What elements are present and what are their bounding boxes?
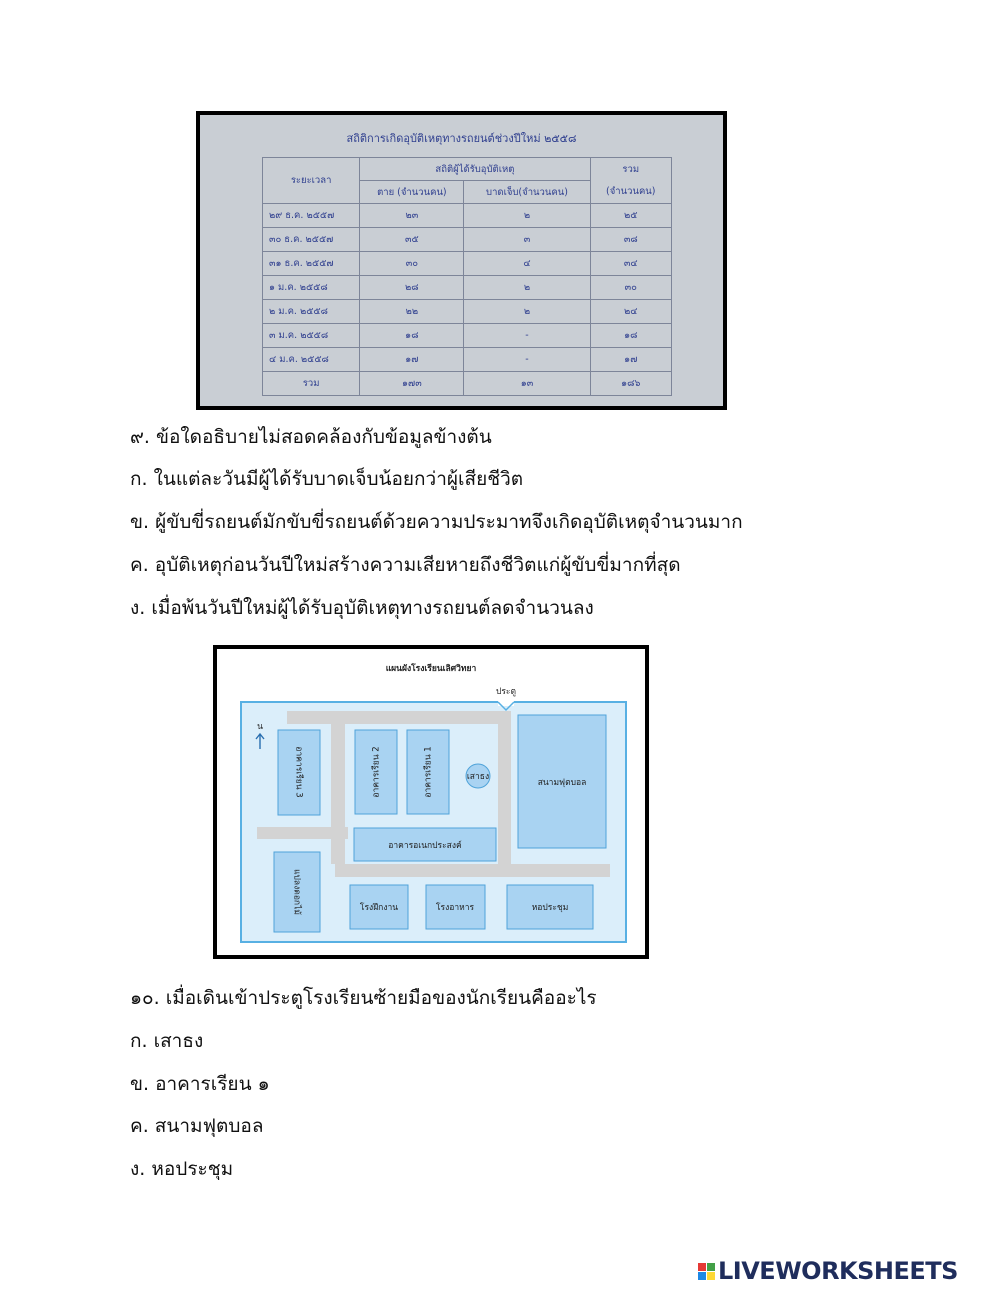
- logo-text: LIVEWORKSHEETS: [718, 1257, 958, 1285]
- cell-period: รวม: [263, 372, 360, 396]
- accident-statistics-figure: [196, 111, 727, 410]
- cell-injured: -: [464, 348, 590, 372]
- question-9-choice-b[interactable]: ข. ผู้ขับขี่รถยนต์มักขับขี่รถยนต์ด้วยความประมาทจึงเกิดอุบัติเหตุจำนวนมาก: [130, 511, 743, 533]
- assembly-hall-label: หอประชุม: [531, 903, 569, 913]
- question-9-choice-a[interactable]: ก. ในแต่ละวันมีผู้ได้รับบาดเจ็บน้อยกว่าผู้เสียชีวิต: [130, 468, 524, 490]
- cell-dead: ๑๗: [360, 348, 464, 372]
- table-title: สถิติการเกิดอุบัติเหตุทางรถยนต์ช่วงปีใหม่ ๒๕๕๘: [346, 132, 577, 145]
- cell-injured: ๒: [464, 204, 590, 228]
- cell-total: ๑๗: [590, 348, 671, 372]
- cell-injured: ๓: [464, 228, 590, 252]
- flower-garden-label: แปลงดอกไม้: [291, 869, 302, 915]
- cell-injured: -: [464, 324, 590, 348]
- header-injured: บาดเจ็บ(จำนวนคน): [464, 181, 590, 204]
- question-9-choice-c[interactable]: ค. อุบัติเหตุก่อนวันปีใหม่สร้างความเสียหายถึงชีวิตแก่ผู้ขับขี่มากที่สุด: [130, 554, 681, 576]
- cell-injured: ๑๓: [464, 372, 590, 396]
- table-row: [263, 228, 672, 252]
- table-row: [263, 204, 672, 228]
- cell-period: ๓๐ ธ.ค. ๒๕๕๗: [263, 228, 360, 252]
- header-victims-group: สถิติผู้ได้รับอุบัติเหตุ: [360, 158, 590, 181]
- cell-total: ๑๘: [590, 324, 671, 348]
- logo-mark-icon: [698, 1263, 715, 1280]
- cell-period: ๒ ม.ค. ๒๕๕๘: [263, 300, 360, 324]
- cell-total: ๓๘: [590, 228, 671, 252]
- table-header-row: [263, 158, 672, 181]
- building-2-label: อาคารเรียน 2: [371, 746, 382, 798]
- question-10-choice-d[interactable]: ง. หอประชุม: [130, 1158, 234, 1180]
- cell-injured: ๒: [464, 300, 590, 324]
- canteen-label: โรงอาหาร: [435, 903, 475, 913]
- cell-total: ๒๕: [590, 204, 671, 228]
- multipurpose-building-label: อาคารอเนกประสงค์: [388, 841, 462, 851]
- table-row: [263, 348, 672, 372]
- question-10-choice-b[interactable]: ข. อาคารเรียน ๑: [130, 1073, 270, 1095]
- question-9-text: ๙. ข้อใดอธิบายไม่สอดคล้องกับข้อมูลข้างต้น: [130, 426, 492, 448]
- road-middle: [331, 711, 345, 864]
- north-label: น: [257, 722, 263, 732]
- cell-injured: ๔: [464, 252, 590, 276]
- cell-total: ๓๔: [590, 252, 671, 276]
- question-10-choice-a[interactable]: ก. เสาธง: [130, 1030, 204, 1052]
- road-north: [287, 711, 509, 724]
- cell-period: ๒๙ ธ.ค. ๒๕๕๗: [263, 204, 360, 228]
- liveworksheets-logo[interactable]: [698, 1256, 958, 1286]
- cell-dead: ๒๒: [360, 300, 464, 324]
- question-10-choice-c[interactable]: ค. สนามฟุตบอล: [130, 1115, 264, 1137]
- cell-dead: ๒๘: [360, 276, 464, 300]
- cell-total: ๒๔: [590, 300, 671, 324]
- football-field-label: สนามฟุตบอล: [537, 778, 587, 788]
- header-period: ระยะเวลา: [263, 158, 360, 204]
- workshop-label: โรงฝึกงาน: [359, 903, 399, 913]
- header-total-top: รวม: [590, 158, 671, 181]
- table-row: [263, 276, 672, 300]
- gate-label: ประตู: [495, 687, 517, 697]
- cell-total: ๑๘๖: [590, 372, 671, 396]
- accident-statistics-table: [262, 157, 672, 396]
- building-1-label: อาคารเรียน 1: [423, 746, 434, 798]
- table-row: [263, 252, 672, 276]
- cell-period: ๓ ม.ค. ๒๕๕๘: [263, 324, 360, 348]
- cell-dead: ๑๗๓: [360, 372, 464, 396]
- cell-injured: ๒: [464, 276, 590, 300]
- road-south: [335, 864, 610, 877]
- question-10-text: ๑๐. เมื่อเดินเข้าประตูโรงเรียนซ้ายมือของนักเรียนคืออะไร: [130, 987, 597, 1009]
- cell-total: ๓๐: [590, 276, 671, 300]
- cell-dead: ๓๐: [360, 252, 464, 276]
- cell-dead: ๒๓: [360, 204, 464, 228]
- cell-period: ๔ ม.ค. ๒๕๕๘: [263, 348, 360, 372]
- school-map-figure: [213, 645, 649, 959]
- header-total-bottom: (จำนวนคน): [590, 181, 671, 204]
- cell-period: ๓๑ ธ.ค. ๒๕๕๗: [263, 252, 360, 276]
- school-map: [217, 649, 645, 955]
- cell-dead: ๑๘: [360, 324, 464, 348]
- header-dead: ตาย (จำนวนคน): [360, 181, 464, 204]
- road-east: [498, 711, 511, 864]
- table-body: [263, 204, 672, 396]
- cell-period: ๑ ม.ค. ๒๕๕๘: [263, 276, 360, 300]
- cell-dead: ๓๕: [360, 228, 464, 252]
- question-9-choice-d[interactable]: ง. เมื่อพ้นวันปีใหม่ผู้ได้รับอุบัติเหตุทางรถยนต์ลดจำนวนลง: [130, 597, 594, 619]
- table-row: [263, 300, 672, 324]
- map-title: แผนผังโรงเรียนเลิศวิทยา: [385, 664, 477, 674]
- road-west: [257, 827, 348, 839]
- building-3-label: อาคารเรียน 3: [293, 746, 304, 798]
- table-row: [263, 324, 672, 348]
- table-total-row: [263, 372, 672, 396]
- flagpole-label: เสาธง: [466, 772, 490, 782]
